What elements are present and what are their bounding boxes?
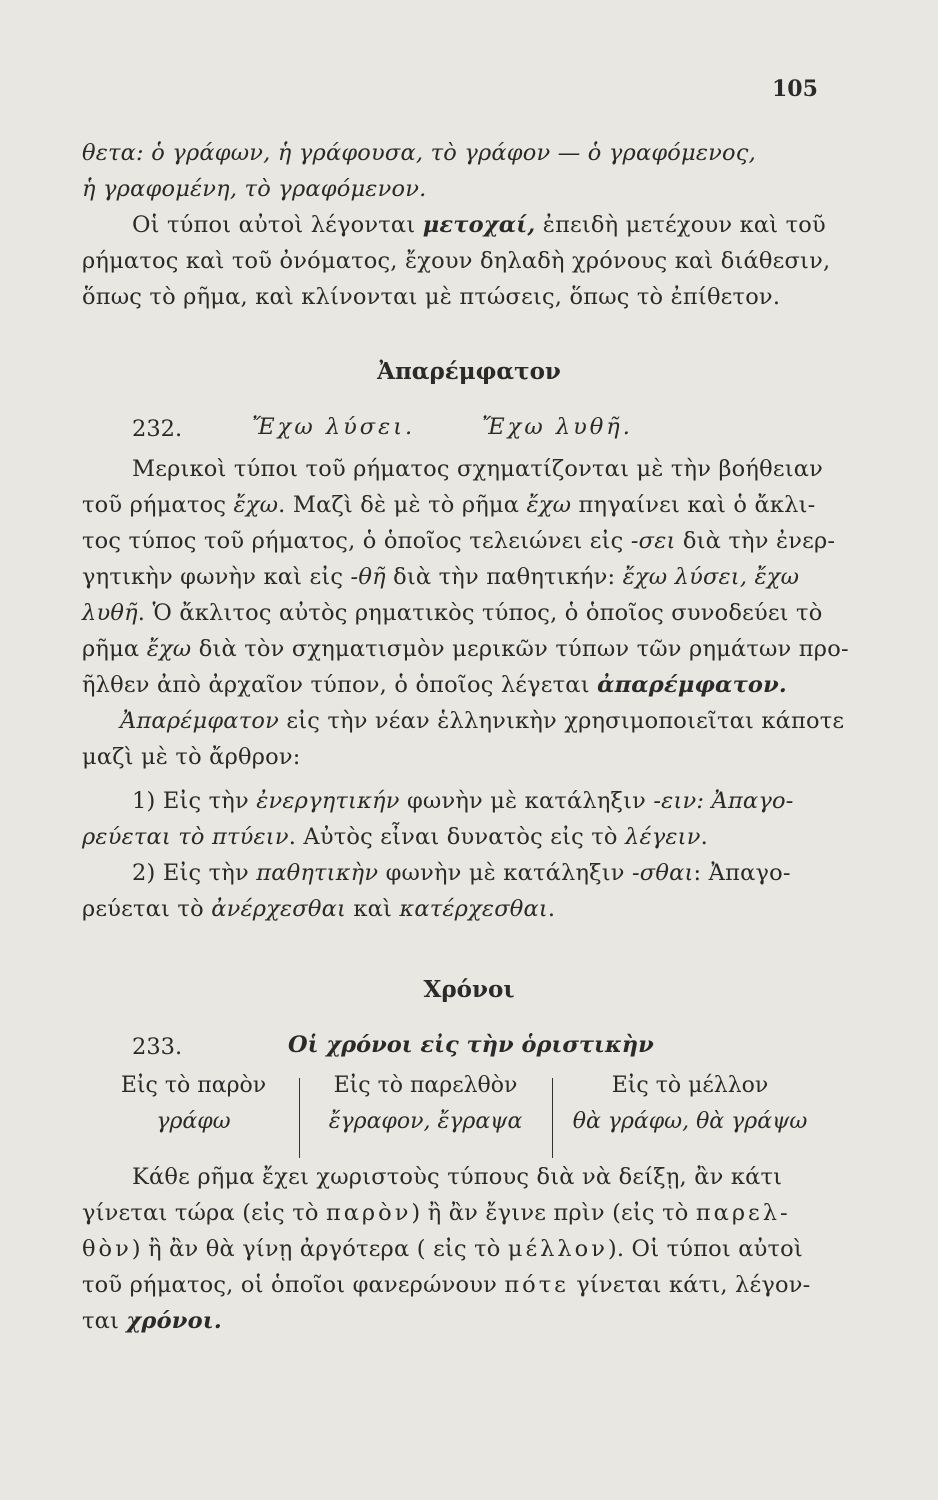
list-item-continuation: ρεύεται τὸ πτύειν. Αὐτὸς εἶναι δυνατὸς εἰς τὸ λέγειν. xyxy=(82,824,708,850)
column-example: ἔγραφον, ἔγραψα xyxy=(328,1109,523,1134)
tense-column-past xyxy=(308,1068,543,1140)
text-line: τοῦ ρήματος, οἱ ὁποῖοι φανερώνουν πότε γίνεται κάτι, λέγον- xyxy=(82,1272,811,1298)
list-item: 2) Εἰς τὴν παθητικὴν φωνὴν μὲ κατάληξιν -σθαι: Ἀπαγο- xyxy=(132,860,791,886)
column-header: Εἰς τὸ μέλλον xyxy=(611,1073,769,1098)
text-line: τος τύπος τοῦ ρήματος, ὁ ὁποῖος τελειώνει εἰς -σει διὰ τὴν ἐνερ- xyxy=(82,528,836,554)
text-line: τοῦ ρήματος ἔχω. Μαζὶ δὲ μὲ τὸ ρῆμα ἔχω πηγαίνει καὶ ὁ ἄκλι- xyxy=(82,492,816,518)
page-number: 105 xyxy=(772,76,818,102)
text-line: ται χρόνοι. xyxy=(82,1308,222,1334)
column-header: Εἰς τὸ παρελθὸν xyxy=(333,1073,518,1098)
tense-column-present xyxy=(96,1068,291,1140)
section-number: 232. xyxy=(132,416,183,442)
list-item: 1) Εἰς τὴν ἐνεργητικήν φωνὴν μὲ κατάληξιν -ειν: Ἀπαγο- xyxy=(132,788,794,814)
section-heading: Ἀπαρέμφατον xyxy=(377,358,561,385)
text-line: λυθῆ. Ὁ ἄκλιτος αὐτὸς ρηματικὸς τύπος, ὁ ὁποῖος συνοδεύει τὸ xyxy=(82,600,823,626)
column-divider xyxy=(552,1078,553,1158)
text-line: θὸν) ἢ ἂν θὰ γίνῃ ἀργότερα ( εἰς τὸ μέλλον). Οἱ τύποι αὐτοὶ xyxy=(82,1236,803,1262)
example-phrase: Ἔχω λύσει. xyxy=(252,414,416,440)
text-line: Μερικοὶ τύποι τοῦ ρήματος σχηματίζονται μὲ τὴν βοήθειαν xyxy=(132,456,823,482)
column-example: θὰ γράφω, θὰ γράψω xyxy=(572,1109,808,1134)
text-line: ἡ γραφομένη, τὸ γραφόμενον. xyxy=(82,176,427,202)
text-line: γίνεται τώρα (εἰς τὸ παρὸν) ἢ ἂν ἔγινε πρὶν (εἰς τὸ παρελ- xyxy=(82,1200,791,1226)
text-line: Κάθε ρῆμα ἔχει χωριστοὺς τύπους διὰ νὰ δείξῃ, ἂν κάτι xyxy=(132,1164,783,1190)
list-item-continuation: ρεύεται τὸ ἀνέρχεσθαι καὶ κατέρχεσθαι. xyxy=(82,896,556,922)
text-line: ρήματος καὶ τοῦ ὀνόματος, ἔχουν δηλαδὴ χρόνους καὶ διάθεσιν, xyxy=(82,248,831,274)
text-line: ὅπως τὸ ρῆμα, καὶ κλίνονται μὲ πτώσεις, ὅπως τὸ ἐπίθετον. xyxy=(82,284,781,310)
column-divider xyxy=(299,1078,300,1158)
section-title: Οἱ χρόνοι εἰς τὴν ὁριστικὴν xyxy=(288,1032,654,1058)
text-line: γητικὴν φωνὴν καὶ εἰς -θῆ διὰ τὴν παθητικήν: ἔχω λύσει, ἔχω xyxy=(82,564,800,590)
text-line: μαζὶ μὲ τὸ ἄρθρον: xyxy=(82,744,301,770)
text-line: θετα: ὁ γράφων, ἡ γράφουσα, τὸ γράφον — ὁ γραφόμενος, xyxy=(82,140,756,166)
column-header: Εἰς τὸ παρὸν xyxy=(120,1073,267,1098)
example-phrase: Ἔχω λυθῆ. xyxy=(482,414,633,440)
text-line: Ἀπαρέμφατον εἰς τὴν νέαν ἑλληνικὴν χρησιμοποιεῖται κάποτε xyxy=(120,708,845,734)
tense-column-future xyxy=(560,1068,820,1140)
section-heading: Χρόνοι xyxy=(423,976,515,1003)
text-line: ρῆμα ἔχω διὰ τὸν σχηματισμὸν μερικῶν τύπων τῶν ρημάτων προ- xyxy=(82,636,849,662)
section-number: 233. xyxy=(132,1034,183,1060)
text-line: Οἱ τύποι αὐτοὶ λέγονται μετοχαί, ἐπειδὴ μετέχουν καὶ τοῦ xyxy=(132,212,826,238)
text-line: ῆλθεν ἀπὸ ἀρχαῖον τύπον, ὁ ὁποῖος λέγεται ἀπαρέμφατον. xyxy=(82,672,787,698)
column-example: γράφω xyxy=(156,1109,231,1134)
